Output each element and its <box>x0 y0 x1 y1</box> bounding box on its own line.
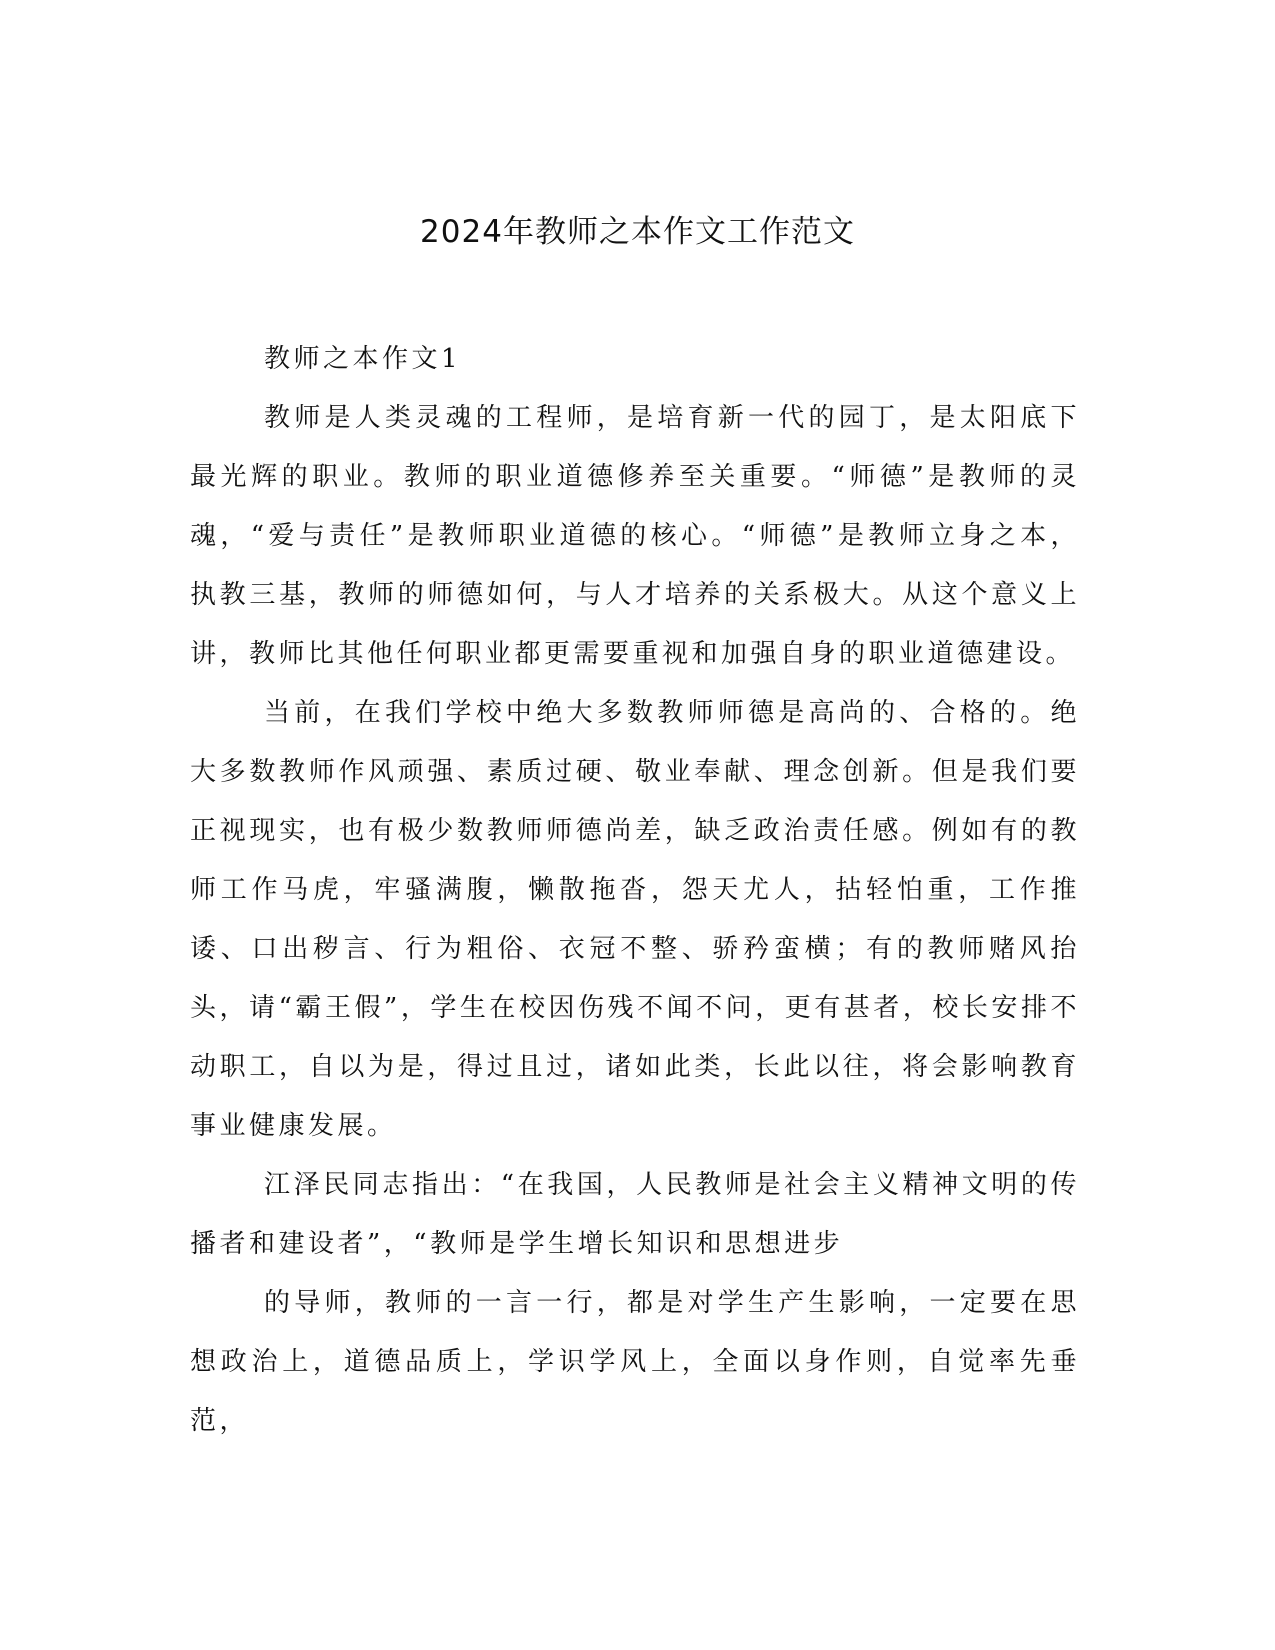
paragraph: 教师是人类灵魂的工程师，是培育新一代的园丁，是太阳底下最光辉的职业。教师的职业道德修养至关重要。“师德”是教师的灵魂，“爱与责任”是教师职业道德的核心。“师德”是教师立身之本，执教三基，教师的师德如何，与人才培养的关系极大。从这个意义上讲，教师比其他任何职业都更需要重视和加强自身的职业道德建设。 <box>190 403 1080 669</box>
paragraph: 当前，在我们学校中绝大多数教师师德是高尚的、合格的。绝大多数教师作风顽强、素质过硬、敬业奉献、理念创新。但是我们要正视现实，也有极少数教师师德尚差，缺乏政治责任感。例如有的教师工作马虎，牢骚满腹，懒散拖沓，怨天尤人，拈轻怕重，工作推诿、口出秽言、行为粗俗、衣冠不整、骄矜蛮横；有的教师赌风抬头，请“霸王假”，学生在校因伤残不闻不问，更有甚者，校长安排不动职工，自以为是，得过且过，诸如此类，长此以往，将会影响教育事业健康发展。 <box>190 698 1080 1141</box>
paragraph: 的导师，教师的一言一行，都是对学生产生影响，一定要在思想政治上，道德品质上，学识学风上，全面以身作则，自觉率先垂范， <box>190 1288 1080 1436</box>
document-body <box>190 330 1080 1451</box>
document-title: 2024年教师之本作文工作范文 <box>420 214 855 250</box>
section-heading: 教师之本作文1 <box>264 344 462 374</box>
paragraph: 江泽民同志指出：“在我国，人民教师是社会主义精神文明的传播者和建设者”，“教师是学生增长知识和思想进步 <box>190 1170 1080 1259</box>
